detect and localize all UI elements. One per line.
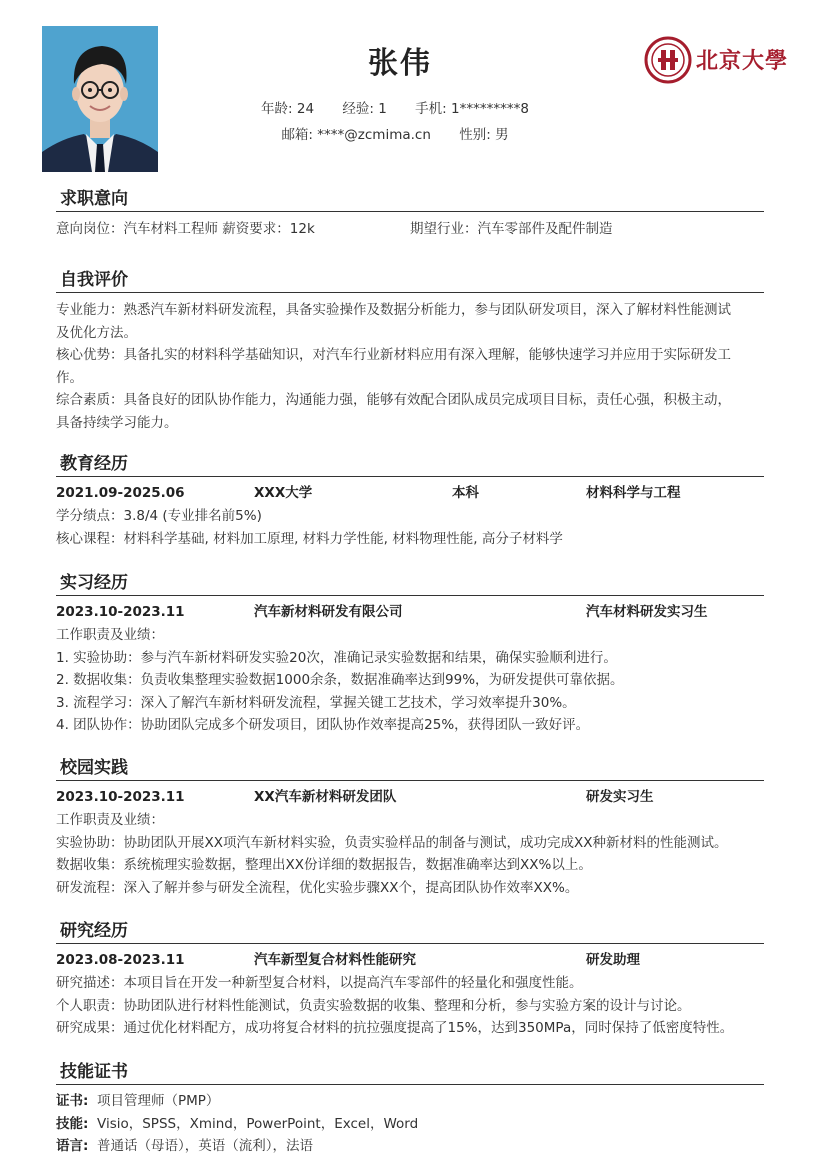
internship-role: 汽车材料研发实习生: [586, 604, 708, 620]
eval-line: 核心优势：具备扎实的材料科学基础知识，对汽车行业新材料应用有深入理解，能够快速学习并应用于实际研发工: [56, 347, 731, 363]
eval-line: 及优化方法。: [56, 324, 137, 341]
job-intent-section: [56, 186, 764, 241]
internship-line: 3. 流程学习：深入了解汽车新材料研发流程，掌握关键工艺技术，学习效率提升30%。: [56, 694, 576, 711]
section-title: 实习经历: [56, 570, 764, 596]
education-header-row: [56, 481, 764, 505]
research-role: 研发助理: [586, 952, 640, 968]
internship-line: 4. 团队协作：协助团队完成多个研发项目，团队协作效率提高25%，获得团队一致好评。: [56, 717, 590, 733]
section-title: 技能证书: [56, 1059, 764, 1085]
school-name: XXX大学: [254, 485, 313, 501]
section-title: 校园实践: [56, 755, 764, 781]
campus-period: 2023.10-2023.11: [56, 789, 185, 805]
section-title: 自我评价: [56, 267, 764, 293]
university-logo: [644, 36, 794, 86]
expected-industry: 期望行业：汽车零部件及配件制造: [410, 221, 613, 237]
campus-line: 实验协助：协助团队开展XX项汽车新材料实验，负责实验样品的制备与测试，成功完成XX种新材料的性能测试。: [56, 834, 728, 851]
section-title: 求职意向: [56, 186, 764, 212]
internship-line: 2. 数据收集：负责收集整理实验数据1000余条，数据准确率达到99%，为研发提供可靠依据。: [56, 672, 624, 688]
eval-line: 专业能力：熟悉汽车新材料研发流程，具备实验操作及数据分析能力，参与团队研发项目，深入了解材料性能测试: [56, 302, 731, 318]
language-line: 语言: 普通话（母语），英语（流利），法语: [56, 1138, 313, 1154]
campus-header-row: [56, 785, 764, 809]
research-line: 研究描述：本项目旨在开发一种新型复合材料，以提高汽车零部件的轻量化和强度性能。: [56, 975, 583, 991]
internship-line: 1. 实验协助：参与汽车新材料研发实验20次，准确记录实验数据和结果，确保实验顺利进行。: [56, 649, 617, 666]
skills-line: 技能: Visio，SPSS，Xmind，PowerPoint，Excel，Word: [56, 1115, 419, 1132]
certificate-line: 证书: 项目管理师（PMP）: [56, 1093, 220, 1109]
campus-line: 工作职责及业绩：: [56, 812, 164, 828]
degree: 本科: [452, 485, 479, 501]
internship-line: 工作职责及业绩：: [56, 627, 164, 643]
campus-role: 研发实习生: [586, 789, 654, 805]
experience-info: 经验: 1: [342, 101, 387, 117]
education-period: 2021.09-2025.06: [56, 485, 185, 501]
campus-line: 研发流程：深入了解并参与研发全流程，优化实验步骤XX个，提高团队协作效率XX%。: [56, 879, 579, 896]
research-line: 个人职责：协助团队进行材料性能测试，负责实验数据的收集、整理和分析，参与实验方案的设计与讨论。: [56, 997, 691, 1014]
age-info: 年龄: 24: [261, 101, 315, 117]
internship-section: [56, 570, 764, 737]
section-title: 教育经历: [56, 451, 764, 477]
basic-info-line-2: [0, 123, 790, 143]
internship-header-row: [56, 600, 764, 624]
candidate-name: 张伟: [368, 46, 432, 81]
project-name: 汽车新型复合材料性能研究: [254, 952, 416, 968]
research-section: [56, 918, 764, 1040]
campus-line: 数据收集：系统梳理实验数据，整理出XX份详细的数据报告，数据准确率达到XX%以上。: [56, 857, 592, 873]
research-line: 研究成果：通过优化材料配方，成功将复合材料的抗拉强度提高了15%，达到350MPa，同时保持了低密度特性。: [56, 1020, 734, 1036]
university-logo-text: 北京大學: [696, 48, 789, 74]
company-name: 汽车新材料研发有限公司: [254, 604, 403, 620]
gender-info: 性别: 男: [459, 127, 509, 143]
eval-line: 综合素质：具备良好的团队协作能力，沟通能力强，能够有效配合团队成员完成项目目标，责任心强，积极主动，: [56, 392, 731, 408]
intended-position: 意向岗位：汽车材料工程师 薪资要求：12k: [56, 221, 315, 237]
skills-section: [56, 1059, 764, 1158]
university-seal-icon: [644, 36, 692, 84]
education-section: [56, 451, 764, 550]
section-title: 研究经历: [56, 918, 764, 944]
phone-info: 手机: 1*********8: [415, 101, 529, 117]
education-line: 学分绩点：3.8/4 (专业排名前5%): [56, 508, 262, 524]
organization-name: XX汽车新材料研发团队: [254, 789, 397, 805]
education-line: 核心课程：材料科学基础, 材料加工原理, 材料力学性能, 材料物理性能, 高分子材料学: [56, 530, 563, 547]
eval-line: 具备持续学习能力。: [56, 414, 178, 431]
self-evaluation-section: [56, 267, 764, 434]
internship-period: 2023.10-2023.11: [56, 604, 185, 620]
research-period: 2023.08-2023.11: [56, 952, 185, 968]
campus-practice-section: [56, 755, 764, 899]
email-info: 邮箱: ****@zcmima.cn: [281, 127, 431, 143]
basic-info-line-1: [0, 97, 790, 117]
major: 材料科学与工程: [586, 485, 681, 501]
eval-line: 作。: [56, 369, 83, 386]
research-header-row: [56, 948, 764, 972]
